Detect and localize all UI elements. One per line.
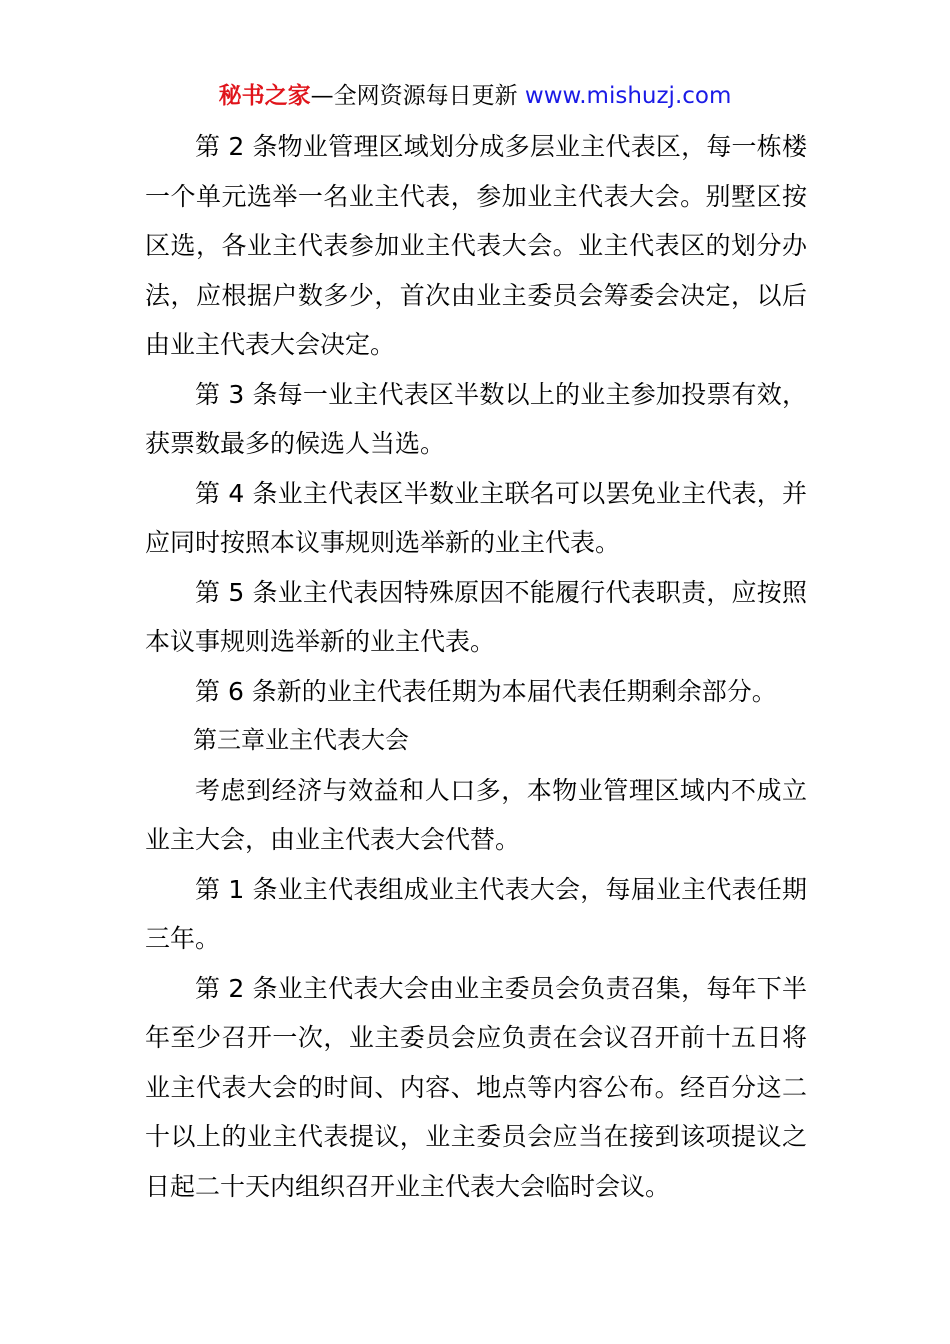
paragraph-article-2: 第 2 条物业管理区域划分成多层业主代表区，每一栋楼一个单元选举一名业主代表，参加业主代表大会。别墅区按区选，各业主代表参加业主代表大会。业主代表区的划分办法，应根据户数多少，首次由业主委员会筹委会决定，以后由业主代表大会决定。 (145, 132, 807, 359)
paragraph-chapter-intro: 考虑到经济与效益和人口多，本物业管理区域内不成立业主大会，由业主代表大会代替。 (145, 775, 807, 854)
paragraph-article-6: 第 6 条新的业主代表任期为本届代表任期剩余部分。 (195, 676, 777, 706)
header-tagline: —全网资源每日更新 (310, 83, 525, 109)
paragraph-chapter3-article-2: 第 2 条业主代表大会由业主委员会负责召集，每年下半年至少召开一次，业主委员会应负责在会议召开前十五日将业主代表大会的时间、内容、地点等内容公布。经百分这二十以上的业主代表提议，业主委员会应当在接到该项提议之日起二十天内组织召开业主代表大会临时会议。 (145, 973, 807, 1201)
page-header (0, 80, 950, 112)
paragraph-chapter3-article-1: 第 1 条业主代表组成业主代表大会，每届业主代表任期三年。 (145, 874, 807, 953)
paragraph-article-5: 第 5 条业主代表因特殊原因不能履行代表职责，应按照本议事规则选举新的业主代表。 (145, 577, 807, 656)
paragraph-article-4: 第 4 条业主代表区半数业主联名可以罢免业主代表，并应同时按照本议事规则选举新的业主代表。 (145, 478, 807, 557)
site-url-link[interactable]: www.mishuzj.com (524, 83, 732, 109)
brand-name: 秘书之家 (218, 83, 311, 109)
chapter-heading: 第三章业主代表大会 (193, 726, 409, 754)
document-body (145, 122, 807, 1211)
paragraph-article-3: 第 3 条每一业主代表区半数以上的业主参加投票有效，获票数最多的候选人当选。 (145, 379, 807, 458)
